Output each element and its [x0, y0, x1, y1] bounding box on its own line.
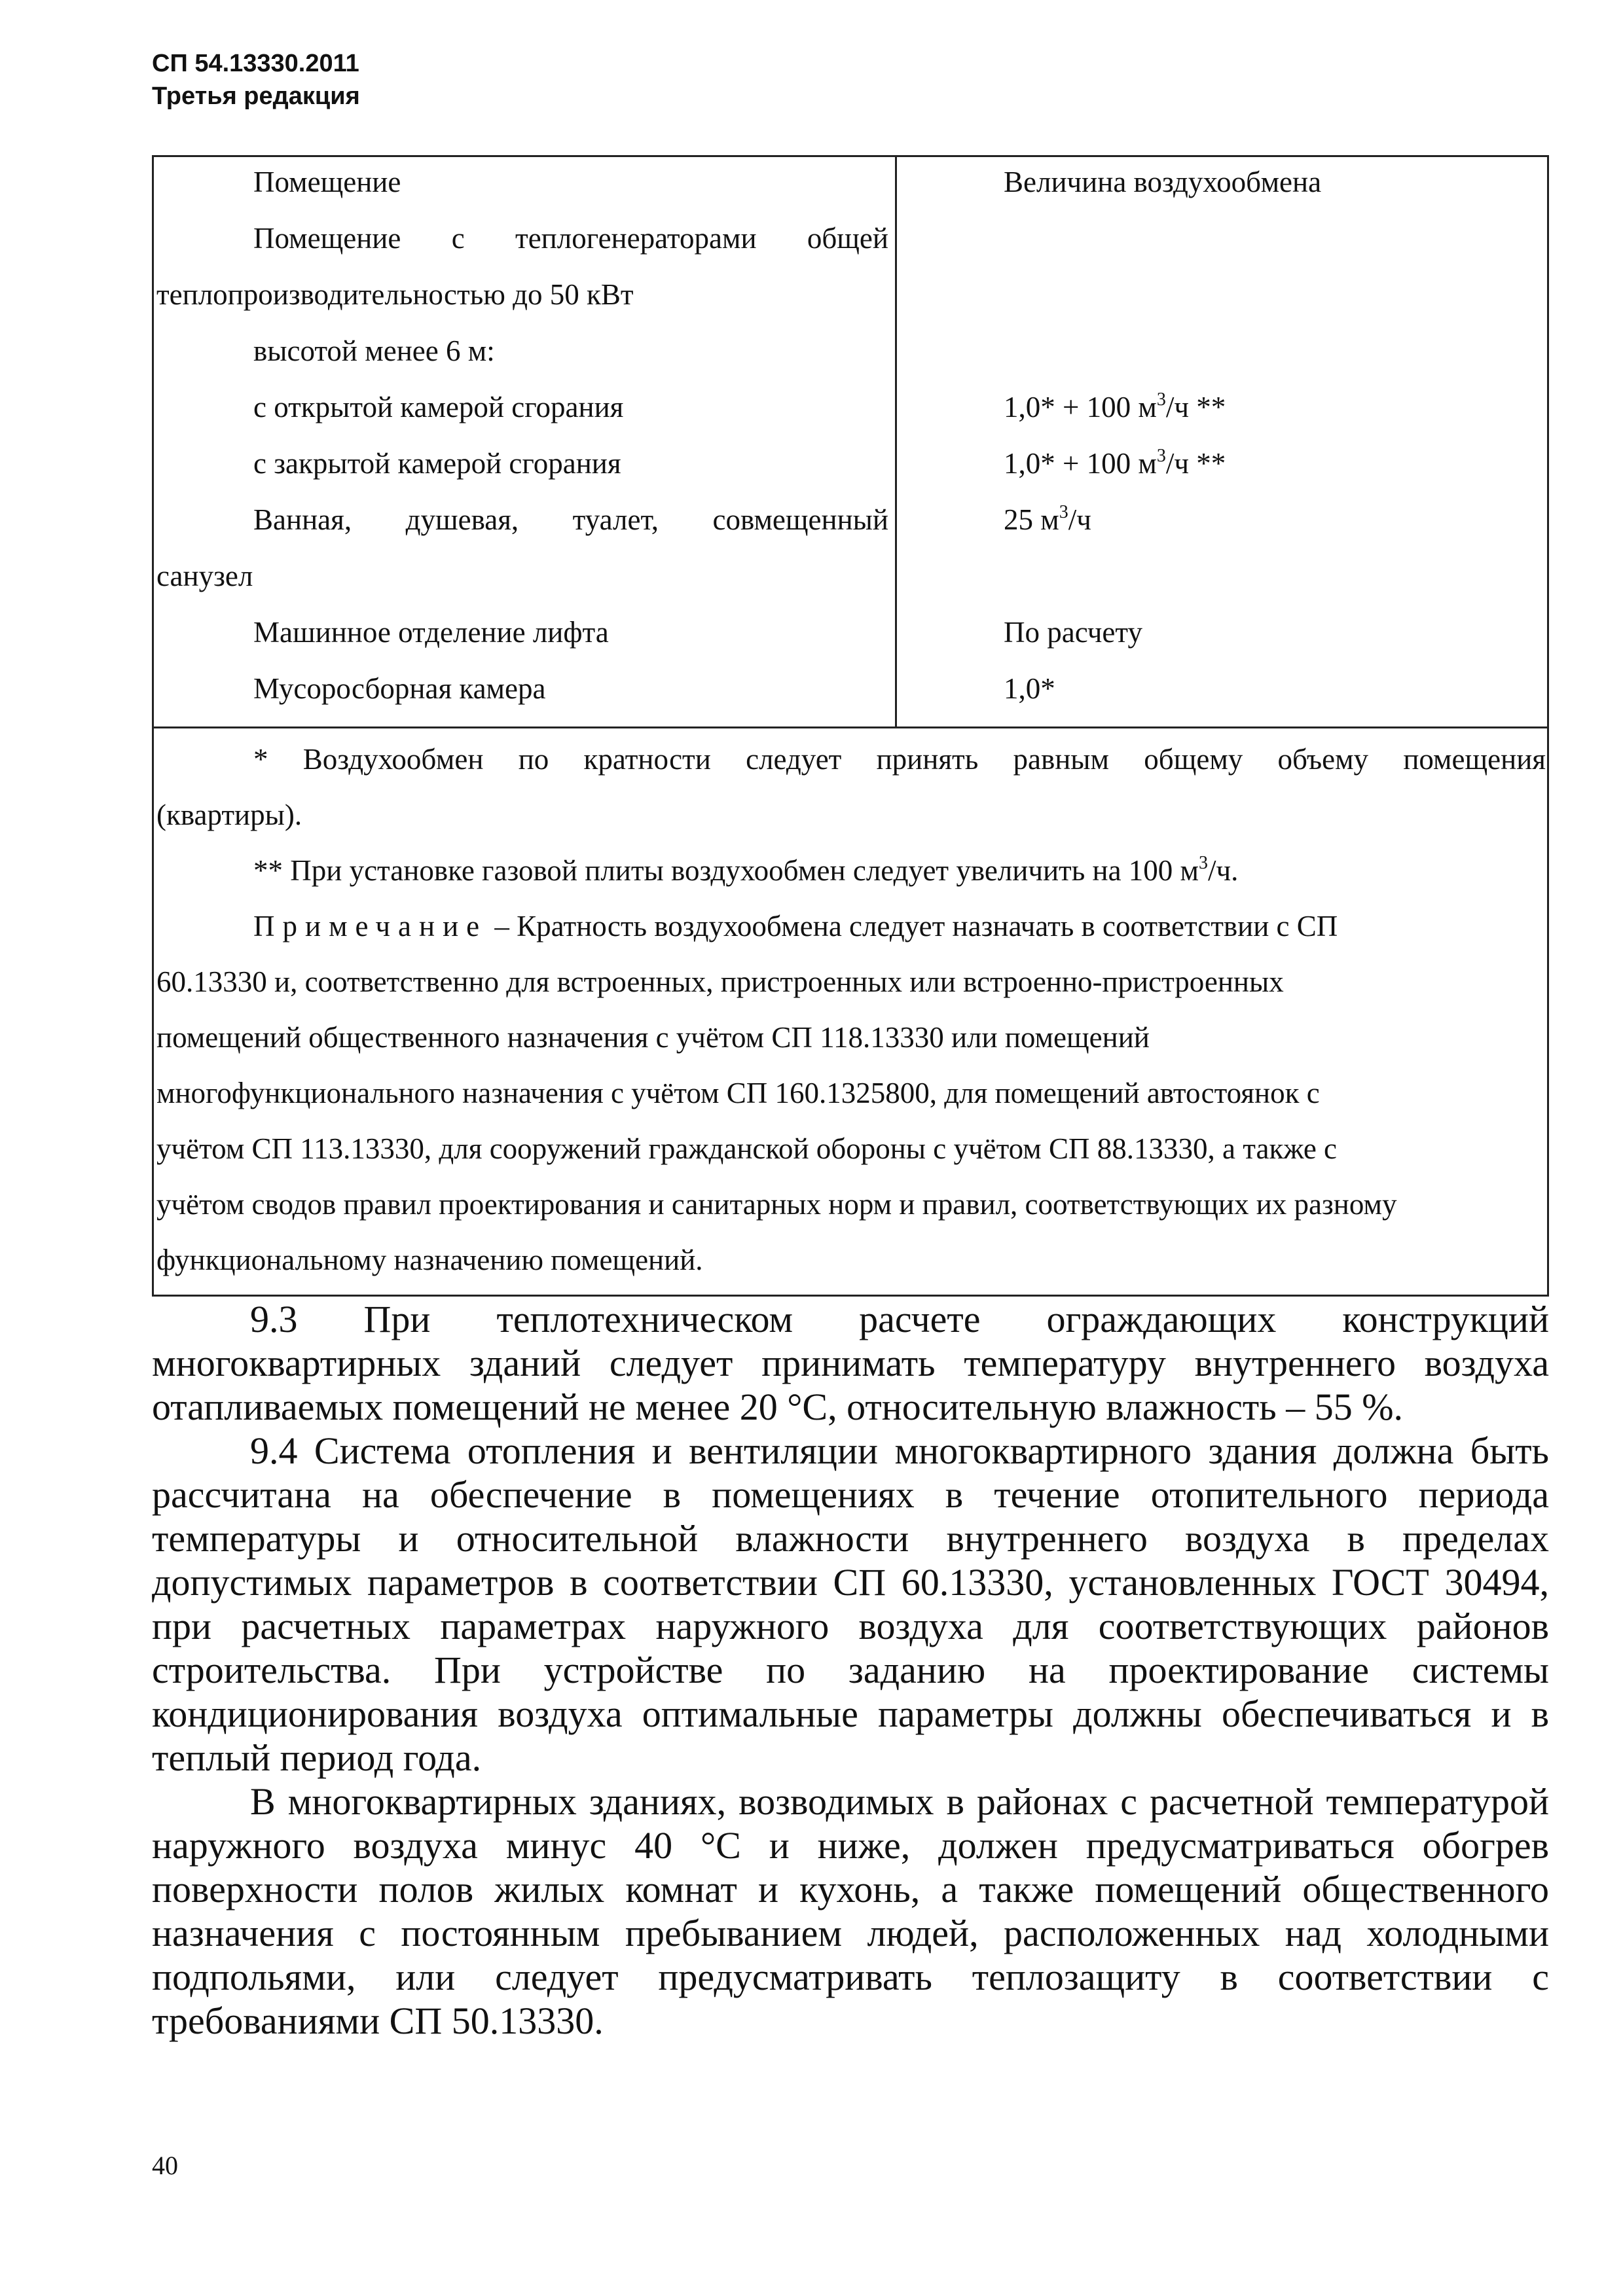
row-height: высотой менее 6 м:: [253, 334, 495, 367]
note-remark-line2: 60.13330 и, соответственно для встроенных, пристроенных или встроенно-пристроенных: [156, 965, 1284, 998]
document-header: [152, 47, 360, 113]
row-generators-line2: теплопроизводительностью до 50 кВт: [156, 278, 634, 311]
row-garbage: Мусоросборная камера: [253, 672, 546, 705]
note-remark-line4: многофункционального назначения с учётом СП 160.1325800, для помещений автостоянок с: [156, 1077, 1320, 1109]
paragraph-9-4: 9.4 Система отопления и вентиляции многоквартирного здания должна быть рассчитана на обеспечение в помещениях в течение отопительного периода температуры и относительной влажности внутреннего воздуха в пределах допустимых параметров в соответствии СП 60.13330, установленных ГОСТ 30494, при расчетных параметрах наружного воздуха для соответствующих районов строительства. При устройстве по заданию на проектирование системы кондиционирования воздуха оптимальные параметры должны обеспечиваться и в теплый период года.: [152, 1429, 1549, 1779]
header-room: Помещение: [253, 166, 401, 198]
note-label: Примечание: [253, 910, 488, 942]
row-open-chamber: с открытой камерой сгорания: [253, 391, 624, 423]
value-closed-chamber: 1,0* + 100 $м^3/ч$ **: [1004, 446, 1226, 480]
note-remark-line5: учётом СП 113.13330, для сооружений гражданской обороны с учётом СП 88.13330, а также с: [156, 1132, 1338, 1165]
note-remark-line6: учётом сводов правил проектирования и санитарных норм и правил, соответствующих их разному: [156, 1188, 1397, 1221]
paragraph-9-3: 9.3 При теплотехническом расчете ограждающих конструкций многоквартирных зданий следует принимать температуру внутреннего воздуха отапливаемых помещений не менее 20 °С, относительную влажность – 55 %.: [152, 1298, 1549, 1428]
table-notes-divider: [154, 726, 1547, 728]
note-star1-line1: * Воздухообмен по кратности следует принять равным общему объему помещения: [253, 743, 1546, 776]
paragraph-floor-heating: В многоквартирных зданиях, возводимых в районах с расчетной температурой наружного воздуха минус 40 °С и ниже, должен предусматриваться обогрев поверхности полов жилых комнат и кухонь, а также помещений общественного назначения с постоянным пребыванием людей, расположенных над холодными подпольями, или следует предусматривать теплозащиту в соответствии с требованиями СП 50.13330.: [152, 1780, 1549, 2042]
note-remark-line3: помещений общественного назначения с учётом СП 118.13330 или помещений: [156, 1021, 1150, 1054]
note-star2: ** При установке газовой плиты воздухообмен следует увеличить на 100 $м^3/ч$.: [253, 853, 1239, 887]
value-garbage: 1,0*: [1004, 672, 1055, 705]
row-closed-chamber: с закрытой камерой сгорания: [253, 447, 621, 480]
air-exchange-table: [152, 155, 1549, 1297]
row-bathroom-line1: Ванная, душевая, туалет, совмещенный: [253, 503, 888, 536]
standard-code: СП 54.13330.2011: [152, 50, 359, 77]
note-remark-line7: функциональному назначению помещений.: [156, 1244, 703, 1276]
section-9-4: [152, 1429, 1549, 1780]
page-number: 40: [152, 2151, 178, 2180]
value-lift: По расчету: [1004, 616, 1142, 649]
section-northern-regions: [152, 1780, 1549, 2043]
note-remark-line1: Примечание – Кратность воздухообмена следует назначать в соответствии с СП: [253, 910, 1338, 942]
table-column-divider: [895, 157, 897, 726]
value-bathroom: 25 $м^3/ч$: [1004, 502, 1091, 536]
section-9-3: [152, 1297, 1549, 1429]
value-open-chamber: 1,0* + 100 $м^3/ч$ **: [1004, 389, 1226, 423]
row-generators-line1: Помещение с теплогенераторами общей: [253, 222, 888, 255]
edition-label: Третья редакция: [152, 82, 360, 110]
row-lift: Машинное отделение лифта: [253, 616, 609, 649]
row-bathroom-line2: санузел: [156, 560, 253, 592]
header-exchange: Величина воздухообмена: [1004, 166, 1322, 198]
note-star1-line2: (квартиры).: [156, 798, 302, 831]
